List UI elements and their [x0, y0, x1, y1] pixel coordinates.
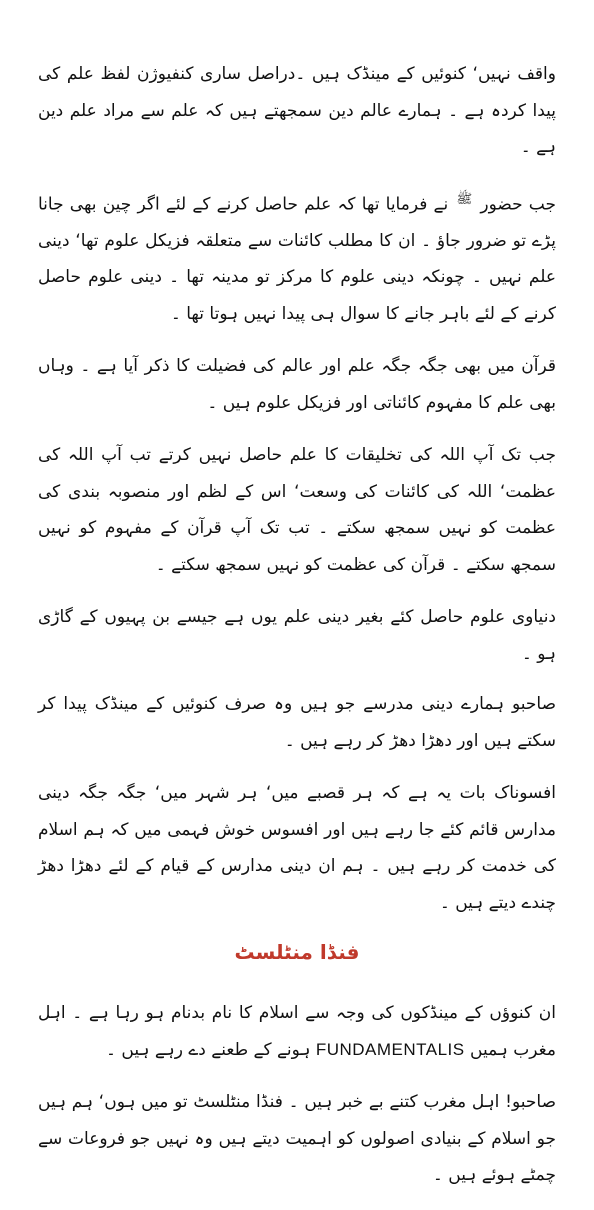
paragraph-fundamentalist [38, 995, 556, 1068]
honorific-glyph: ﷺ [456, 191, 473, 207]
paragraph-final: صاحبو! اہل مغرب کتنے بے خبر ہیں ۔ فنڈا منٹلسٹ تو میں ہوں‘ ہم ہیں جو اسلام کے بنیادی اصولوں کو اہمیت دیتے ہیں وہ نہیں جو فروعات سے چمٹے ہوئے ہیں ۔ [38, 1092, 556, 1186]
paragraph-fundamentalist-after: ہونے کے طعنے دے رہے ہیں ۔ [106, 1039, 311, 1060]
latin-word: FUNDAMENTALIS [315, 1039, 465, 1059]
paragraph-creation: جب تک آپ اللہ کی تخلیقات کا علم حاصل نہیں کرتے تب آپ اللہ کی عظمت‘ اللہ کی کائنات کی وسعت‘ اس کے لظم اور منصوبہ بندی کی عظمت کو نہیں سمجھ سکتے ۔ تب تک آپ قرآن کے مفہوم کو نہیں سمجھ سکتے ۔ قرآن کی عظمت کو نہیں سمجھ سکتے ۔ [38, 445, 556, 575]
paragraph-worldly-knowledge: دنیاوی علوم حاصل کئے بغیر دینی علم یوں ہے جیسے بن پہیوں کے گاڑی ہو ۔ [38, 607, 556, 664]
paragraph-hadith-after: نے فرمایا تھا کہ علم حاصل کرنے کے لئے اگر چین بھی جانا پڑے تو ضرور جاؤ ۔ ان کا مطلب کائنات سے متعلقہ فزیکل علوم تھا‘ دینی علم نہیں ۔ چونکہ دینی علوم کا مرکز تو مدینہ تھا ۔ دینی علوم حاصل کرنے کے لئے باہر جانے کا سوال ہی پیدا نہیں ہوتا تھا ۔ [38, 194, 556, 324]
paragraph-regret: افسوناک بات یہ ہے کہ ہر قصبے میں‘ ہر شہر میں‘ جگہ جگہ دینی مدارس قائم کئے جا رہے ہیں اور افسوس خوش فہمی میں کہ ہم اسلام کی خدمت کر رہے ہیں ۔ ہم ان دینی مدارس کے قیام کے لئے دھڑا دھڑ چندے دیتے ہیں ۔ [38, 783, 556, 913]
paragraph-1: واقف نہیں‘ کنوئیں کے مینڈک ہیں ۔دراصل ساری کنفیوژن لفظ علم کی پیدا کردہ ہے ۔ ہمارے عالم دین سمجھتے ہیں کہ علم سے مراد علم دین ہے ۔ [38, 64, 556, 157]
section-heading: فنڈا منٹلسٹ [234, 940, 360, 965]
document-page [38, 56, 556, 1210]
paragraph-hadith-before: جب حضور [480, 194, 556, 215]
paragraph-madrasas: صاحبو ہمارے دینی مدرسے جو ہیں وہ صرف کنوئیں کے مینڈک پیدا کر سکتے ہیں اور دھڑا دھڑ کر رہے ہیں ۔ [38, 694, 556, 751]
paragraph-quran: قرآن میں بھی جگہ جگہ علم اور عالم کی فضیلت کا ذکر آیا ہے ۔ وہاں بھی علم کا مفہوم کائناتی اور فزیکل علوم ہیں ۔ [38, 356, 556, 413]
paragraph-fundamentalist-before: ان کنوؤں کے مینڈکوں کی وجہ سے اسلام کا نام بدنام ہو رہا ہے ۔ اہل مغرب ہمیں [38, 1003, 556, 1060]
paragraph-hadith [38, 182, 556, 333]
